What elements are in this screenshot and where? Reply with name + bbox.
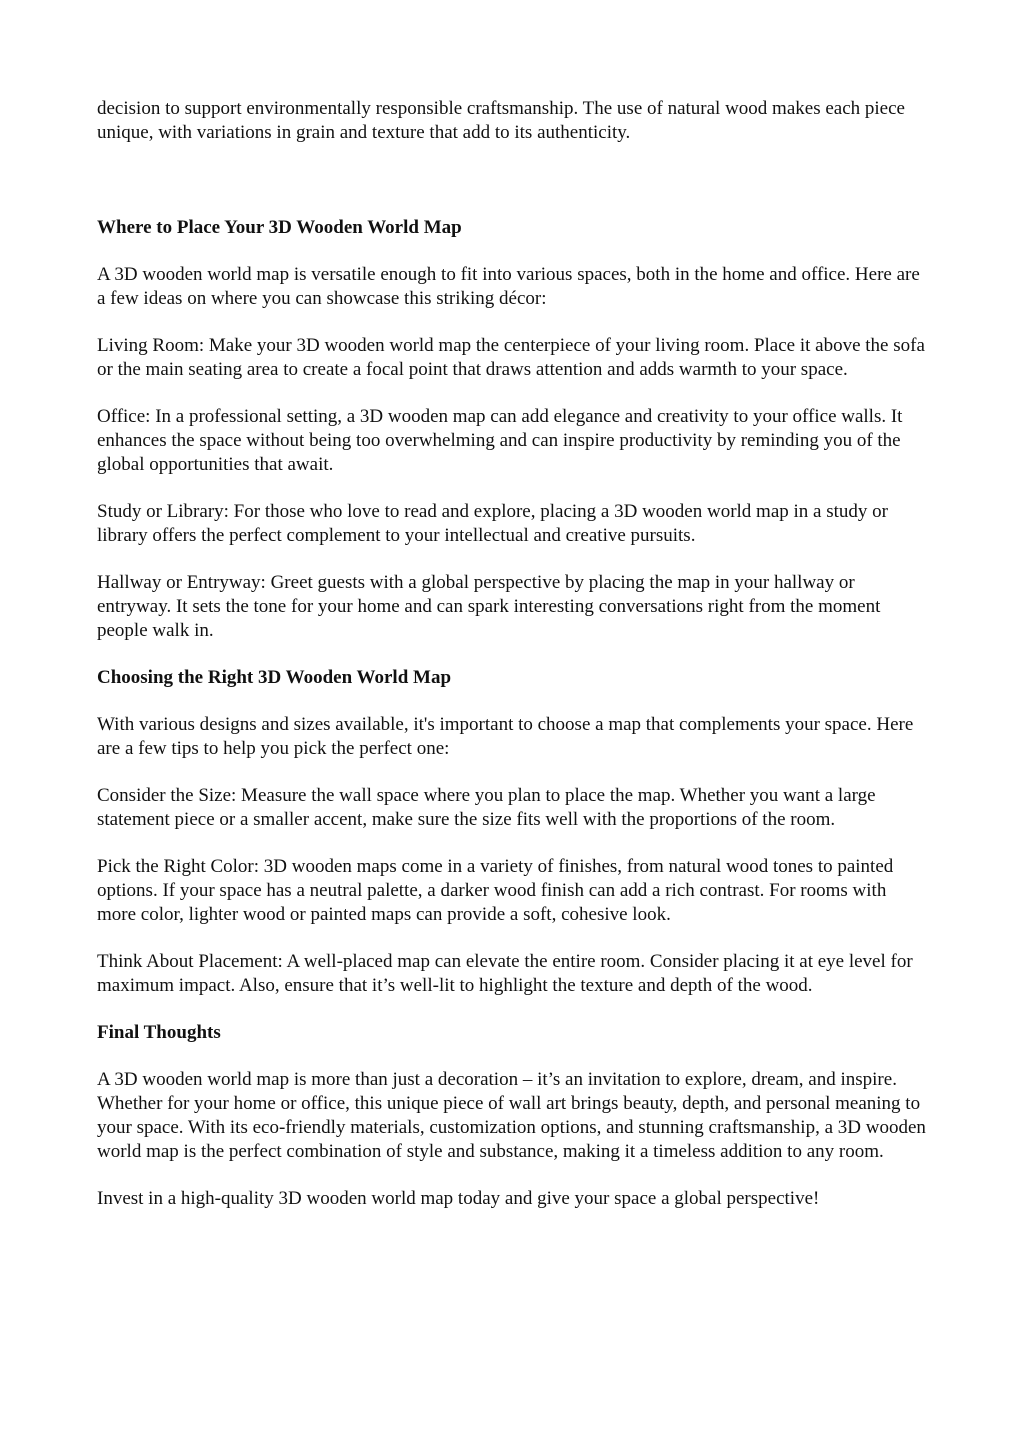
choosing-item-placement: Think About Placement: A well-placed map can elevate the entire room. Consider placing it at eye level for maximum impact. Also, ensure that it’s well-lit to highlight the texture and depth of the wood. <box>97 951 913 996</box>
choosing-item-color: Pick the Right Color: 3D wooden maps come in a variety of finishes, from natural wood tones to painted options. If your space has a neutral palette, a darker wood finish can add a rich contrast. For rooms with more color, lighter wood or painted maps can provide a soft, cohesive look. <box>97 856 894 925</box>
placement-item-hallway: Hallway or Entryway: Greet guests with a global perspective by placing the map in your hallway or entryway. It sets the tone for your home and can spark interesting conversations right from the moment people walk in. <box>97 572 881 641</box>
final-paragraph: A 3D wooden world map is more than just a decoration – it’s an invitation to explore, dream, and inspire. Whether for your home or office, this unique piece of wall art brings beauty, depth, and personal meaning to your space. With its eco-friendly materials, customization options, and stunning craftsmanship, a 3D wooden world map is the perfect combination of style and substance, making it a timeless addition to any room. <box>97 1069 926 1162</box>
choosing-intro: With various designs and sizes available, it's important to choose a map that complements your space. Here are a few tips to help you pick the perfect one: <box>97 714 914 759</box>
choosing-item-size: Consider the Size: Measure the wall space where you plan to place the map. Whether you want a large statement piece or a smaller accent, make sure the size fits well with the proportions of the room. <box>97 785 876 830</box>
heading-final-thoughts: Final Thoughts <box>97 1022 221 1043</box>
placement-intro: A 3D wooden world map is versatile enough to fit into various spaces, both in the home and office. Here are a few ideas on where you can showcase this striking décor: <box>97 264 920 309</box>
intro-paragraph: decision to support environmentally responsible craftsmanship. The use of natural wood makes each piece unique, with variations in grain and texture that add to its authenticity. <box>97 98 905 143</box>
heading-choosing: Choosing the Right 3D Wooden World Map <box>97 667 452 688</box>
placement-item-office: Office: In a professional setting, a 3D wooden map can add elegance and creativity to your office walls. It enhances the space without being too overwhelming and can inspire productivity by reminding you of the global opportunities that await. <box>97 406 903 475</box>
placement-item-study: Study or Library: For those who love to read and explore, placing a 3D wooden world map in a study or library offers the perfect complement to your intellectual and creative pursuits. <box>97 501 888 546</box>
document-page <box>97 97 927 1234</box>
heading-where-to-place: Where to Place Your 3D Wooden World Map <box>97 217 462 238</box>
closing-paragraph: Invest in a high-quality 3D wooden world map today and give your space a global perspective! <box>97 1188 820 1209</box>
placement-item-living-room: Living Room: Make your 3D wooden world map the centerpiece of your living room. Place it above the sofa or the main seating area to create a focal point that draws attention and adds warmth to your space. <box>97 335 925 380</box>
section-spacer <box>97 145 927 216</box>
